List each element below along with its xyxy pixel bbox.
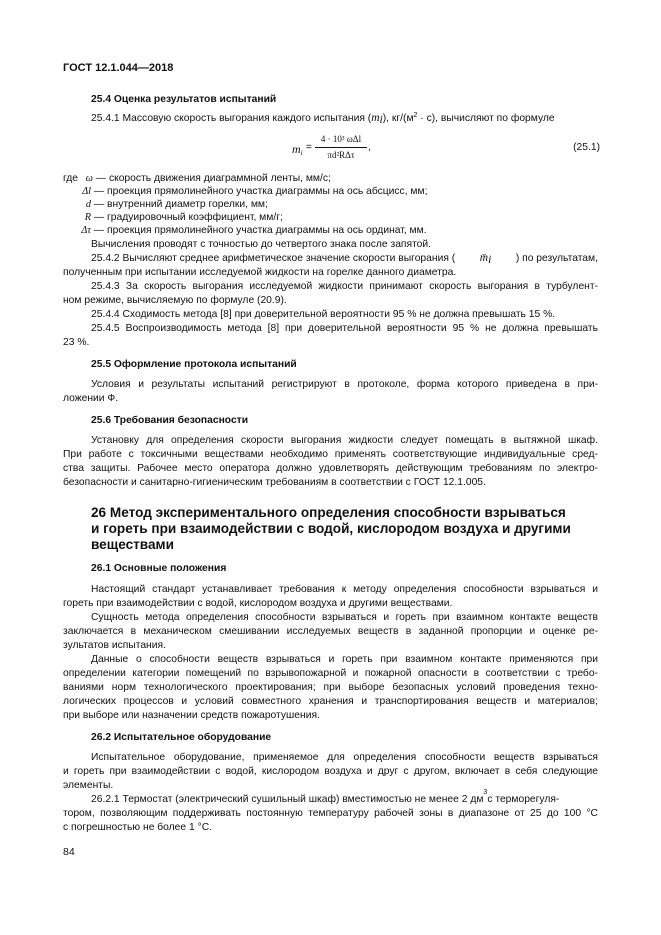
section-heading-26-2: 26.2 Испытательное оборудование: [91, 732, 272, 743]
paragraph-25-4-5: 25.4.5 Воспроизводимость метода [8] при доверительной вероятности 95 % не должна превышать: [91, 323, 598, 334]
paragraph-25-4-3: 25.4.3 За скорость выгорания исследуемой жидкости принимают скорость выгорания в турбулент-: [91, 281, 598, 292]
paragraph-26-1-2-line3: зультатов испытания.: [63, 640, 166, 651]
page-number: 84: [63, 846, 75, 858]
section-heading-25-4: 25.4 Оценка результатов испытаний: [91, 94, 277, 105]
paragraph-26-2-1-line2: тором, позволяющим поддерживать постоянную температуру рабочей зоны в диапазоне от 25 до 100 °С: [63, 808, 598, 819]
paragraph-26-1-2-line1: Сущность метода определения способности взрываться и гореть при взаимном контакте веществ: [91, 612, 598, 623]
definition-omega: где ω — скорость движения диаграммной ленты, мм/с;: [63, 173, 331, 184]
calculation-note: Вычисления проводят с точностью до четвертого знака после запятой.: [91, 239, 432, 250]
paragraph-25-4-2-cont: полученным при испытании исследуемой жидкости на горелке данного диаметра.: [63, 267, 457, 278]
formula-equals: =: [306, 142, 312, 153]
formula-25-1: [290, 133, 600, 167]
paragraph-25-6-line2: При работе с токсичными веществами необходимо применять соответствующие индивидуальные сред-: [63, 449, 598, 460]
section-heading-25-5: 25.5 Оформление протокола испытаний: [91, 359, 297, 370]
definition-d: d — внутренний диаметр горелки, мм;: [85, 199, 268, 210]
paragraph-25-4-5-cont: 23 %.: [63, 337, 90, 348]
paragraph-25-6-line4: безопасности и санитарно-гигиеническим требованиям в соответствии с ГОСТ 12.1.005.: [63, 477, 486, 488]
section-title-26-line1: 26 Метод экспериментального определения способности взрываться: [91, 505, 566, 520]
paragraph-26-1-2-line2: заключается в механическом смешивании исследуемых веществ в заданной пропорции и оценке ре-: [63, 626, 598, 637]
paragraph-26-1-3-line5: при выборе или назначении средств пожаротушения.: [63, 710, 320, 721]
paragraph-26-1-3-line2: определении категории помещений по взрывопожарной и пожарной опасности в соответствии с требо-: [63, 668, 598, 679]
formula-denominator: πd²RΔτ: [327, 150, 355, 160]
definition-delta-l: Δl — проекция прямолинейного участка диаграммы на ось абсцисс, мм;: [82, 186, 428, 197]
paragraph-26-2-1-line3: с погрешностью не более 1 °С.: [63, 822, 213, 833]
formula-number: (25.1): [573, 142, 600, 153]
section-heading-25-6: 25.6 Требования безопасности: [91, 415, 249, 426]
fraction-bar: [315, 147, 367, 148]
formula-comma: ,: [368, 142, 371, 153]
paragraph-26-1-1-line1: Настоящий стандарт устанавливает требования к методу определения способности взрываться и: [91, 584, 598, 595]
paragraph-26-1-1-line2: гореть при взаимодействии с водой, кислородом воздуха и другими веществами.: [63, 598, 453, 609]
paragraph-26-1-3-line4: логических процессов и условий совместного хранения и транспортирования веществ и материалов;: [63, 696, 598, 707]
section-title-26-line3: веществами: [91, 537, 174, 552]
section-heading-26-1: 26.1 Основные положения: [91, 563, 227, 574]
paragraph-26-2-line1: Испытательное оборудование, применяемое для определения способности веществ взрываться: [91, 752, 598, 763]
paragraph-25-6-line3: ства защиты. Рабочее место оператора должно удовлетворять действующим требованиям по электро-: [63, 463, 598, 474]
paragraph-25-5-cont: ложении Ф.: [63, 393, 119, 404]
formula-fraction: [315, 133, 367, 162]
formula-lhs: $m_i$: [292, 142, 303, 157]
paragraph-26-2-line3: элементы.: [63, 780, 114, 791]
paragraph-26-1-3-line3: ваниями норм технологического проектирования; при выборе безопасных условий проведения техно-: [63, 682, 598, 693]
paragraph-25-4-2: 25.4.2 Вычисляют среднее арифметическое значение скорости выгорания ( $m̄_i$ ) по результатам,: [91, 252, 598, 266]
section-title-26-line2: и гореть при взаимодействии с водой, кислородом воздуха и другими: [91, 521, 571, 536]
document-header: ГОСТ 12.1.044—2018: [63, 62, 174, 74]
formula-numerator: 4 · 10³ ωΔl: [320, 134, 362, 144]
paragraph-26-2-line2: и гореть при взаимодействии с водой, кислородом воздуха и друг с другом, включает в себя следующие: [63, 766, 598, 777]
paragraph-26-2-1-line1: 26.2.1 Термостат (электрический сушильный шкаф) вместимостью не менее 2 дм 3 с терморегуля-: [91, 789, 560, 805]
paragraph-26-1-3-line1: Данные о способности веществ взрываться и гореть при взаимном контакте применяются при: [91, 654, 598, 665]
paragraph-25-4-3-cont: ном режиме, вычисляемую по формуле (20.9).: [63, 295, 287, 306]
paragraph-25-6-line1: Установку для определения скорости выгорания жидкости следует помещать в вытяжной шкаф.: [91, 435, 598, 446]
symbol-omega: ω: [85, 173, 93, 184]
paragraph-25-5: Условия и результаты испытаний регистрируют в протоколе, форма которого приведена в при-: [91, 379, 598, 390]
definition-r: R — градуировочный коэффициент, мм/г;: [84, 212, 283, 223]
definition-delta-tau: Δτ — проекция прямолинейного участка диаграммы на ось ординат, мм.: [81, 225, 427, 236]
paragraph-25-4-1: 25.4.1 Массовую скорость выгорания каждого испытания $(m_i)$, $кг/(м^2 \cdot с)$, вычисляют по формуле: [91, 112, 555, 126]
paragraph-25-4-4: 25.4.4 Сходимость метода [8] при доверительной вероятности 95 % не должна превышать 15 %.: [91, 309, 556, 320]
